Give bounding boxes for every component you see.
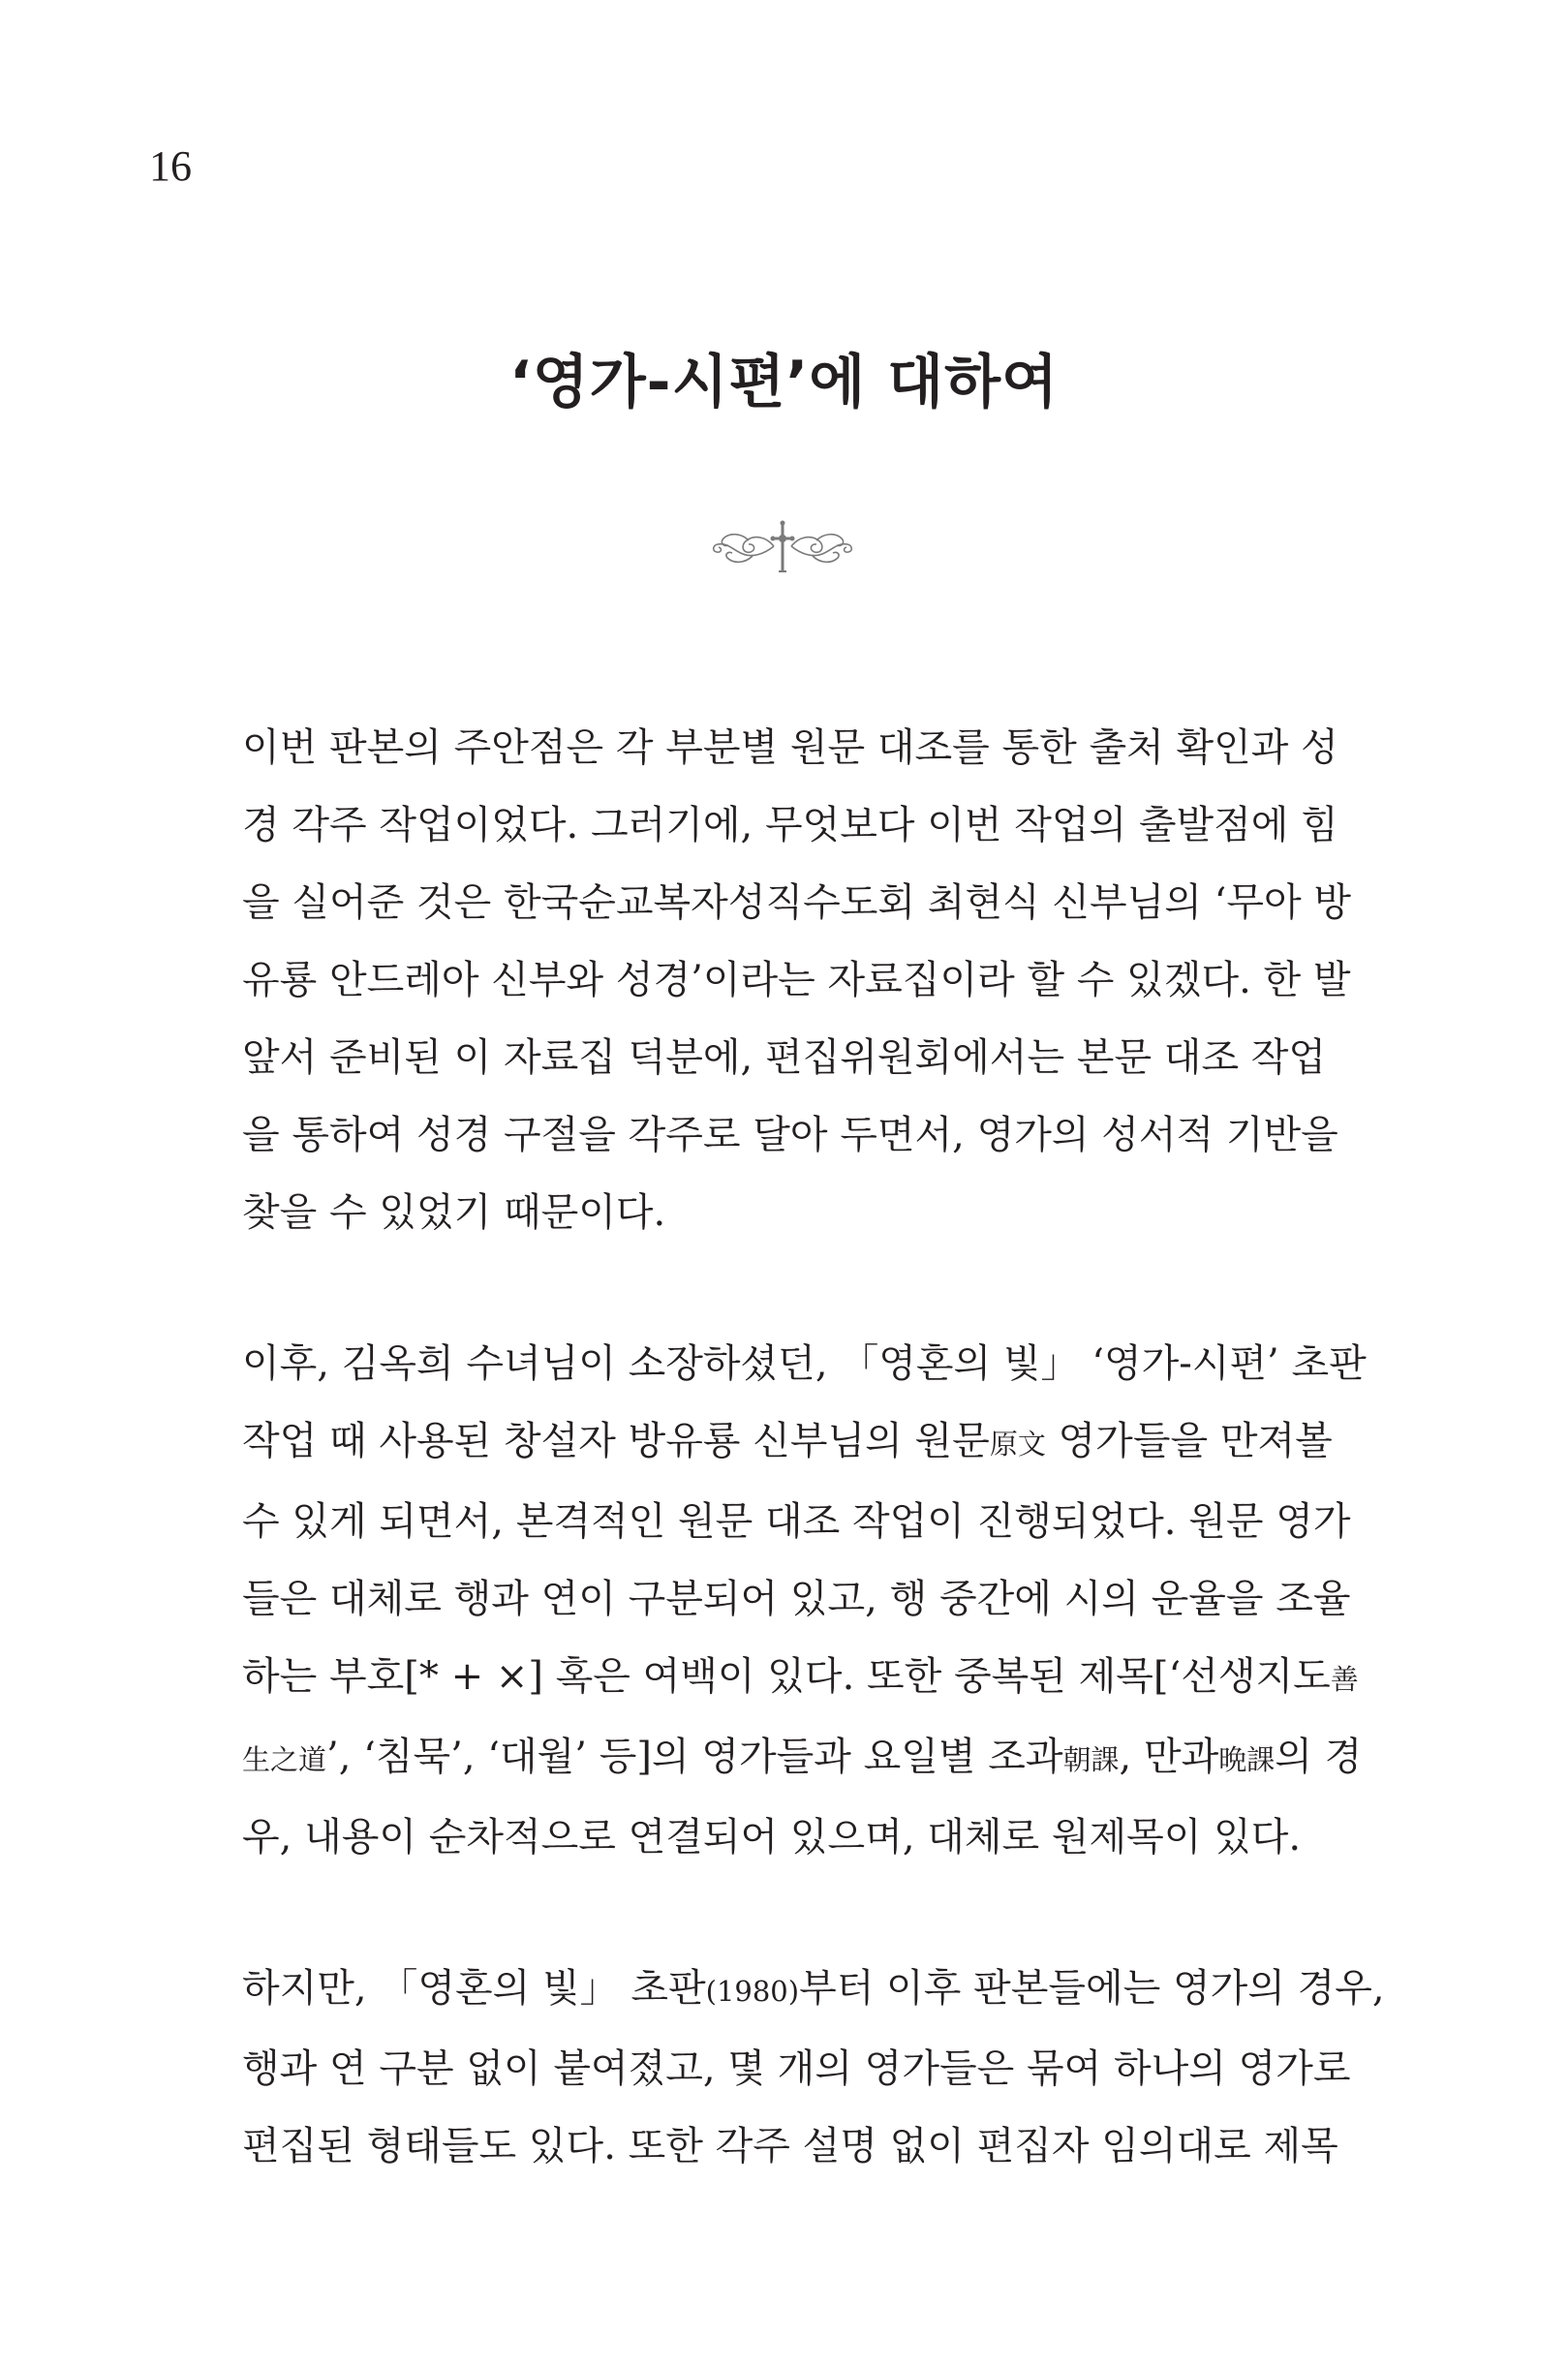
text-segment: 경 각주 작업이었다. 그러기에, 무엇보다 이번 작업의 출발점에 힘 [242,803,1338,847]
hanja-annotation: (1980) [705,1975,800,2008]
text-segment: 행과 연 구분 없이 붙여졌고, 몇 개의 영가들은 묶여 하나의 영가로 [242,2046,1351,2091]
hanja-annotation: 晩課 [1218,1743,1276,1776]
text-line [242,941,1351,1019]
text-line [242,1638,1359,1718]
text-line [242,1560,1351,1638]
text-line [242,1402,1333,1483]
text-segment: 작업 때 사용된 창설자 방유룡 신부님의 원문 [242,1419,990,1463]
text-line [242,1174,1319,1251]
text-line [242,1325,1367,1402]
text-segment: 이후, 김옥희 수녀님이 소장하셨던, 「영혼의 빛」 ‘영가-시편’ 초판 [242,1341,1367,1386]
text-line [242,1950,1385,2030]
text-segment: 이번 판본의 주안점은 각 부분별 원문 대조를 통한 출처 확인과 성 [242,725,1338,770]
hanja-annotation: 原文 [989,1428,1046,1461]
text-line [242,1799,1319,1876]
text-segment: ’, ‘침묵’, ‘대월’ 등]의 영가들과 요일별 조과 [326,1735,1063,1779]
text-segment: 편집된 형태들도 있다. 또한 각주 설명 없이 편집자 임의대로 제목 [242,2124,1338,2168]
paragraph [242,709,1351,1251]
text-segment: 영가들을 만져볼 [1045,1419,1333,1463]
text-line [242,1019,1327,1096]
text-segment: 하지만, 「영혼의 빛」 초판 [242,1966,706,2011]
text-segment: 우, 내용이 순차적으로 연결되어 있으며, 대체로 원제목이 있다. [242,1815,1302,1860]
text-segment: 을 실어준 것은 한국순교복자성직수도회 최현식 신부님의 ‘무아 방 [242,880,1351,925]
text-line [242,709,1338,786]
text-segment: 부터 이후 판본들에는 영가의 경우, [799,1966,1385,2011]
paragraph [242,1325,1367,1876]
text-line [242,864,1351,941]
hanja-annotation: 善 [1330,1663,1359,1696]
text-segment: 유룡 안드레아 신부와 성경’이라는 자료집이라 할 수 있겠다. 한 발 [242,958,1351,1002]
hanja-annotation: 朝課 [1062,1743,1120,1776]
text-segment: , 만과 [1119,1735,1219,1779]
cross-flourish-icon [710,515,855,577]
text-line [242,2107,1338,2185]
text-line [242,786,1338,864]
text-line [242,1483,1351,1560]
hanja-annotation: 生之道 [242,1743,327,1776]
chapter-title: ‘영가-시편’에 대하여 [508,349,1060,416]
body-text [242,709,1385,2259]
text-segment: 들은 대체로 행과 연이 구분되어 있고, 행 중간에 시의 운율을 조율 [242,1577,1351,1621]
text-line [242,1096,1338,1174]
text-line [242,1718,1363,1799]
text-segment: 의 경 [1275,1735,1363,1779]
text-segment: 을 통하여 성경 구절을 각주로 달아 두면서, 영가의 성서적 기반을 [242,1113,1338,1157]
text-line [242,2030,1351,2107]
text-segment: 앞서 준비된 이 자료집 덕분에, 편집위원회에서는 본문 대조 작업 [242,1035,1327,1080]
paragraph [242,1950,1385,2185]
text-segment: 수 있게 되면서, 본격적인 원문 대조 작업이 진행되었다. 원문 영가 [242,1499,1351,1544]
text-segment: 찾을 수 있었기 때문이다. [242,1190,666,1235]
text-segment: 하는 부호[* + ×] 혹은 여백이 있다. 또한 중복된 제목[‘선생지도 [242,1654,1331,1699]
page-number: 16 [149,142,192,190]
